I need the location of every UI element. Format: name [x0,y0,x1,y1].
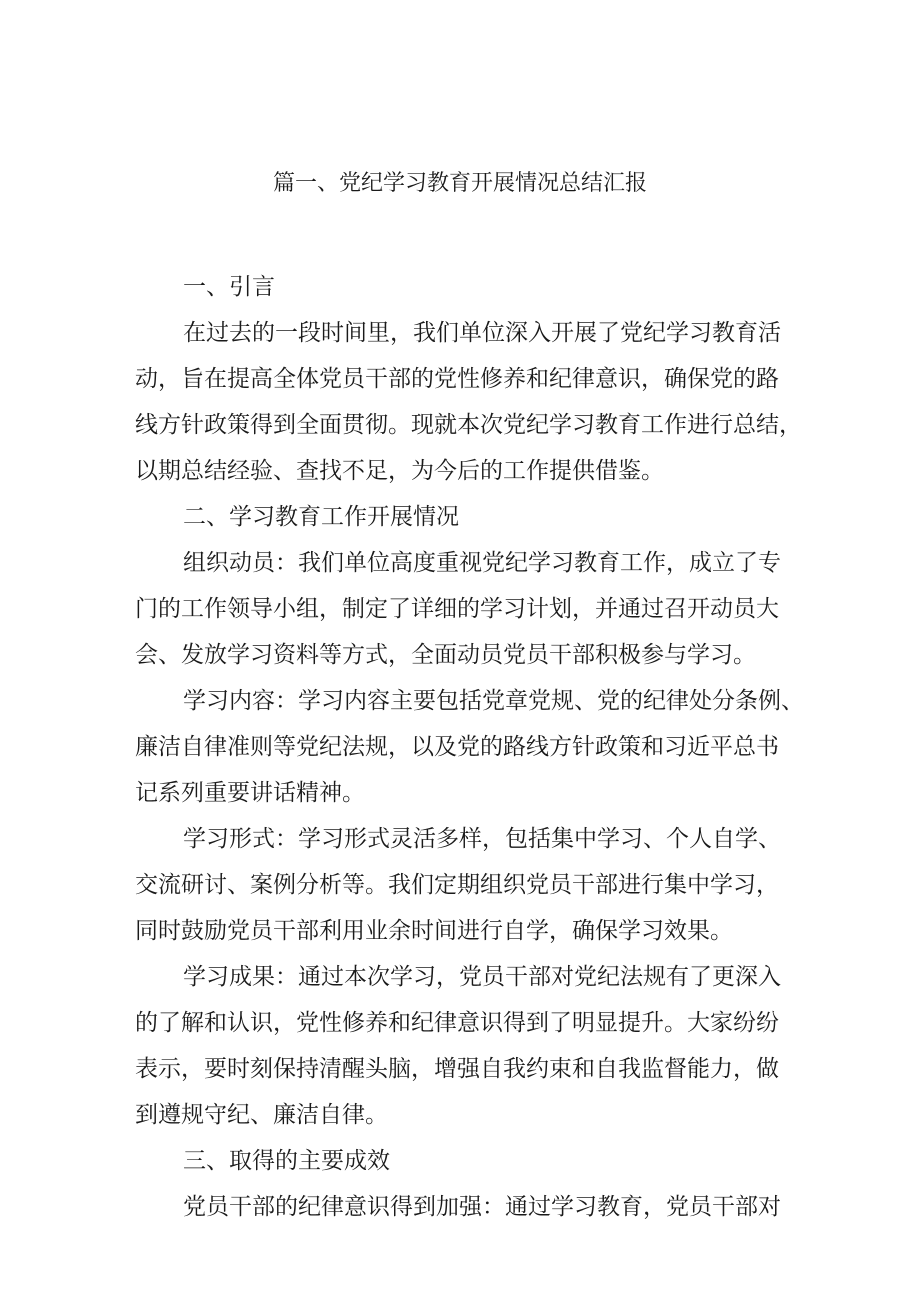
text-line: 学习成果：通过本次学习，党员干部对党纪法规有了更深入 [183,964,781,990]
text-line: 到遵规守纪、廉洁自律。 [135,1102,388,1128]
text-line: 学习内容：学习内容主要包括党章党规、党的纪律处分条例、 [183,688,804,714]
text-line: 一、引言 [183,274,275,300]
text-line: 三、取得的主要成效 [183,1148,390,1174]
text-line: 同时鼓励党员干部利用业余时间进行自学，确保学习效果。 [135,918,733,944]
text-line: 交流研讨、案例分析等。我们定期组织党员干部进行集中学习， [135,872,779,898]
text-line: 以期总结经验、查找不足，为今后的工作提供借鉴。 [135,458,664,484]
text-line: 动，旨在提高全体党员干部的党性修养和纪律意识，确保党的路 [135,366,779,392]
text-line: 二、学习教育工作开展情况 [183,504,459,530]
text-line: 廉洁自律准则等党纪法规，以及党的路线方针政策和习近平总书 [135,734,779,760]
document-body [135,264,804,1230]
text-line: 党员干部的纪律意识得到加强：通过学习教育，党员干部对 [183,1194,781,1220]
text-line: 门的工作领导小组，制定了详细的学习计划，并通过召开动员大 [135,596,779,622]
text-line: 在过去的一段时间里，我们单位深入开展了党纪学习教育活 [183,320,781,346]
text-line: 会、发放学习资料等方式，全面动员党员干部积极参与学习。 [135,642,756,668]
text-line: 线方针政策得到全面贯彻。现就本次党纪学习教育工作进行总结， [135,412,802,438]
text-line: 组织动员：我们单位高度重视党纪学习教育工作，成立了专 [183,550,781,576]
text-line: 学习形式：学习形式灵活多样，包括集中学习、个人自学、 [183,826,781,852]
document-title: 篇一、党纪学习教育开展情况总结汇报 [272,171,647,196]
text-line: 的了解和认识，党性修养和纪律意识得到了明显提升。大家纷纷 [135,1010,779,1036]
text-line: 记系列重要讲话精神。 [135,780,365,806]
text-line: 表示，要时刻保持清醒头脑，增强自我约束和自我监督能力，做 [135,1056,779,1082]
